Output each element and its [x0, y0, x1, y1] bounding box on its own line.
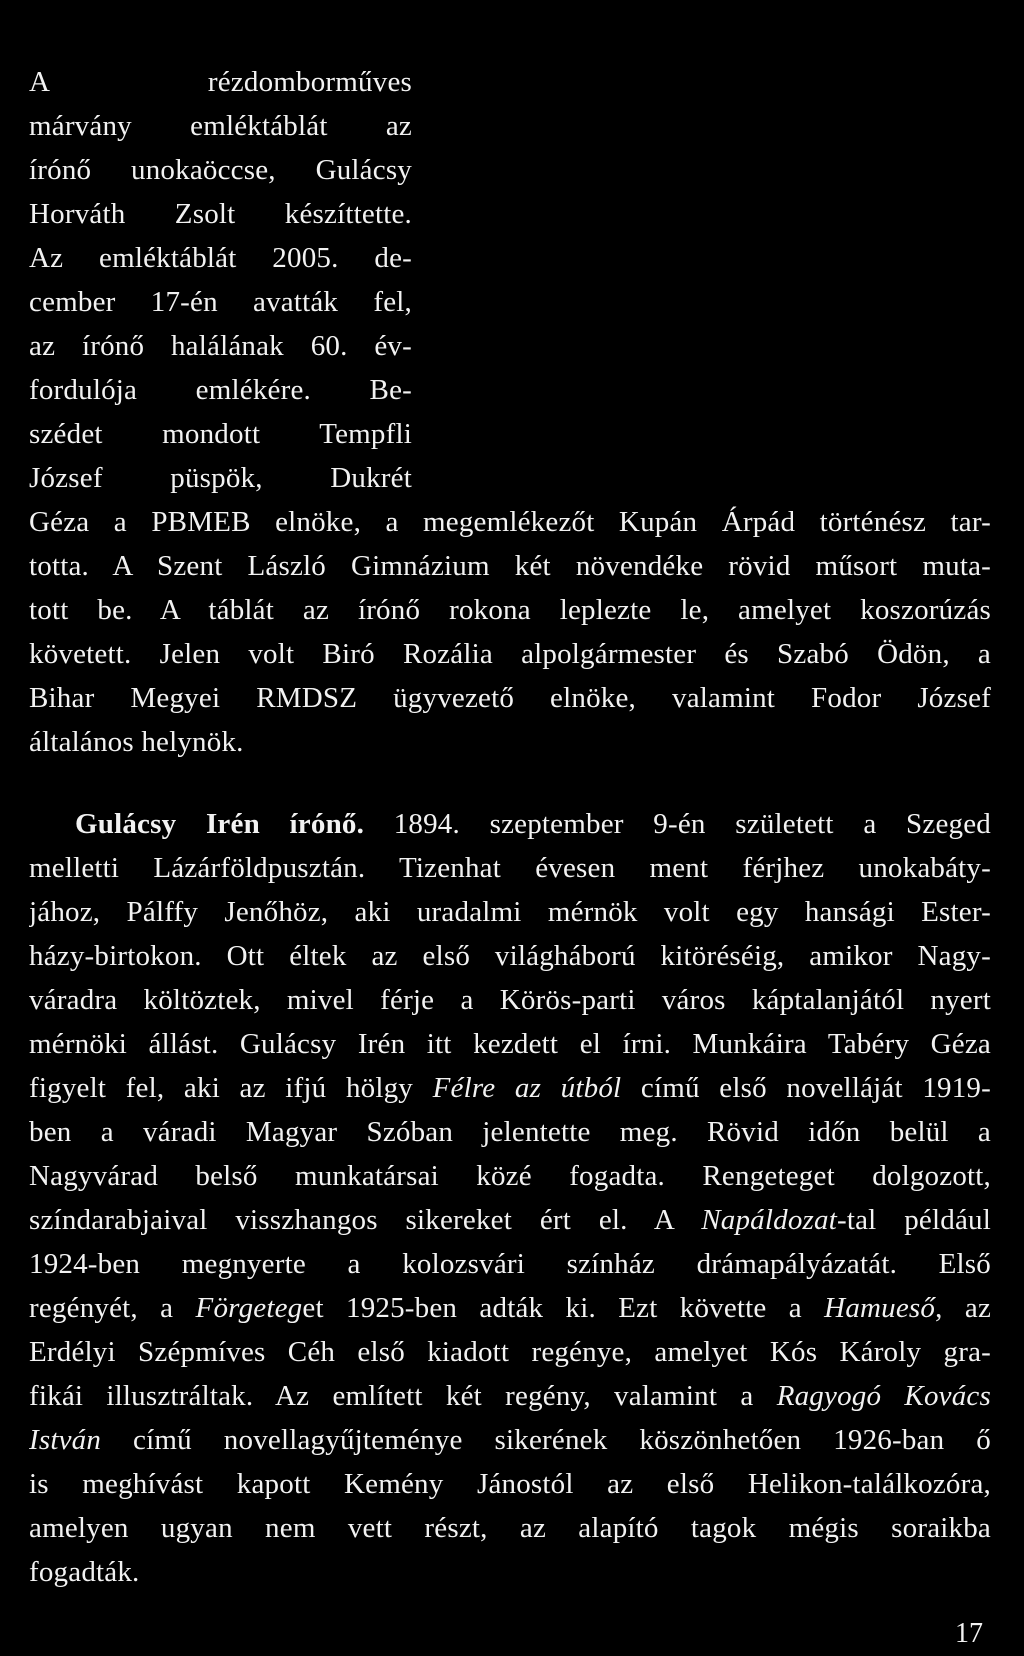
text-line: tott be. A táblát az írónő rokona leplezte le, amelyet koszorúzás [29, 594, 991, 626]
text-line: színdarabjaival visszhangos sikereket ért el. A Napáldozat-tal például [29, 1204, 991, 1236]
text-line: István című novellagyűjteménye sikerének köszönhetően 1926-ban ő [29, 1424, 991, 1456]
work-title: Ragyogó Kovács [776, 1380, 991, 1412]
text-line: írónő unokaöccse, Gulácsy [29, 154, 412, 186]
work-title: István [29, 1424, 102, 1456]
text-line: Bihar Megyei RMDSZ ügyvezető elnöke, valamint Fodor József [29, 682, 991, 714]
text-line: is meghívást kapott Kemény Jánostól az első Helikon-találkozóra, [29, 1468, 991, 1500]
text-line: amelyen ugyan nem vett részt, az alapító tagok mégis soraikba [29, 1512, 991, 1544]
text-line: A rézdomborműves [29, 66, 412, 98]
text-line: totta. A Szent László Gimnázium két növendéke rövid műsort muta- [29, 550, 991, 582]
text-line: Az emléktáblát 2005. de- [29, 242, 412, 274]
text-line: márvány emléktáblát az [29, 110, 412, 142]
work-title: Félre az útból [432, 1072, 622, 1104]
text-line: ben a váradi Magyar Szóban jelentette meg. Rövid időn belül a [29, 1116, 991, 1148]
text-line: Erdélyi Szépmíves Céh első kiadott regénye, amelyet Kós Károly gra- [29, 1336, 991, 1368]
text-line: 1924-ben megnyerte a kolozsvári színház drámapályázatát. Első [29, 1248, 991, 1280]
text-line: Gulácsy Irén írónő. 1894. szeptember 9-én született a Szeged [75, 808, 991, 840]
text-line: fordulója emlékére. Be- [29, 374, 412, 406]
text-line: az írónő halálának 60. év- [29, 330, 412, 362]
text-line: jához, Pálffy Jenőhöz, aki uradalmi mérnök volt egy hansági Ester- [29, 896, 991, 928]
text-line: Nagyvárad belső munkatársai közé fogadta. Rengeteget dolgozott, [29, 1160, 991, 1192]
work-title: Napáldozat [701, 1204, 837, 1236]
person-name: Gulácsy Irén írónő. [75, 808, 365, 840]
text-line: mérnöki állást. Gulácsy Irén itt kezdett el írni. Munkáira Tabéry Géza [29, 1028, 991, 1060]
text-line: váradra költöztek, mivel férje a Körös-parti város káptalanjától nyert [29, 984, 991, 1016]
text-line: szédet mondott Tempfli [29, 418, 412, 450]
text-line: melletti Lázárföldpusztán. Tizenhat évesen ment férjhez unokabáty- [29, 852, 991, 884]
text-line: figyelt fel, aki az ifjú hölgy Félre az útból című első novelláját 1919- [29, 1072, 991, 1104]
text-line: fogadták. [29, 1556, 140, 1588]
text-line: Horváth Zsolt készíttette. [29, 198, 412, 230]
text-line: cember 17-én avatták fel, [29, 286, 412, 318]
text-line: József püspök, Dukrét [29, 462, 412, 494]
text-line: házy-birtokon. Ott éltek az első világháború kitöréséig, amikor Nagy- [29, 940, 991, 972]
text-line: Géza a PBMEB elnöke, a megemlékezőt Kupán Árpád történész tar- [29, 506, 991, 538]
page-number: 17 [955, 1618, 983, 1649]
work-title: Förgeteg [195, 1292, 303, 1324]
text-line: követett. Jelen volt Biró Rozália alpolgármester és Szabó Ödön, a [29, 638, 991, 670]
work-title: Hamueső [824, 1292, 936, 1324]
text-line: fikái illusztráltak. Az említett két regény, valamint a Ragyogó Kovács [29, 1380, 991, 1412]
text-line: regényét, a Förgeteget 1925-ben adták ki. Ezt követte a Hamueső, az [29, 1292, 991, 1324]
text-line: általános helynök. [29, 726, 244, 758]
